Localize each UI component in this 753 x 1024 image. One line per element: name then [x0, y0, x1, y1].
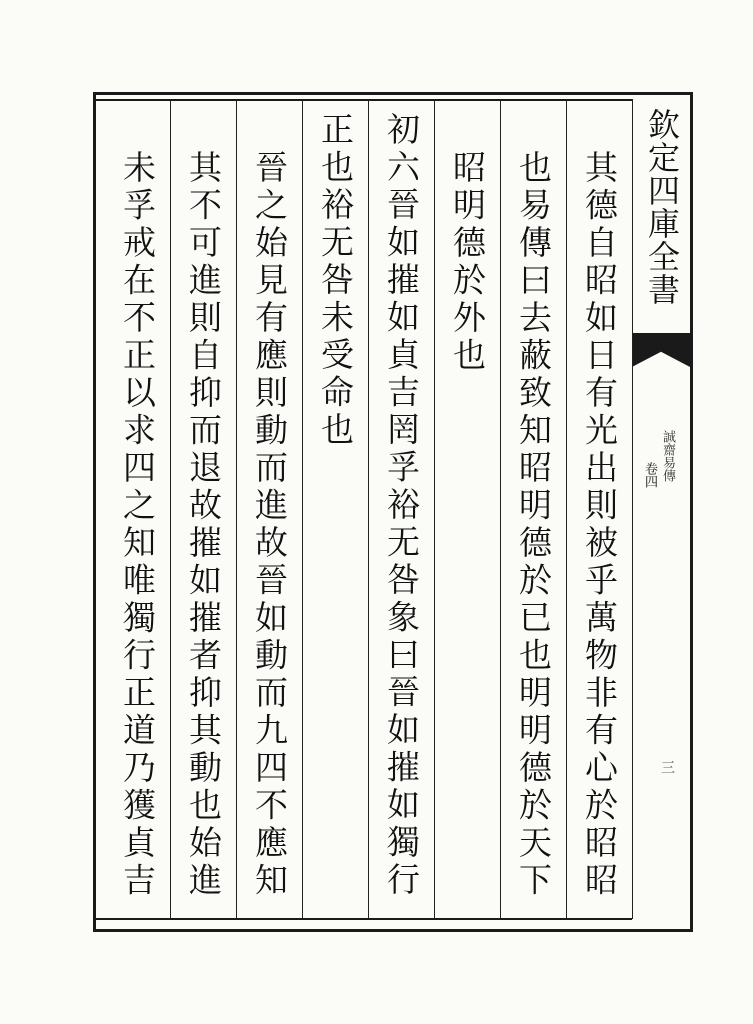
column-rule — [170, 99, 171, 919]
text-column-5: 正也裕无咎未受命也 — [316, 112, 355, 450]
bottom-rule — [96, 918, 632, 920]
column-rule — [236, 99, 237, 919]
margin-page-number: 三 — [659, 760, 675, 774]
text-column-8: 未孚戒在不正以求四之知唯獨行正道乃獲貞吉 — [118, 150, 157, 900]
text-column-6: 晉之始見有應則動而進故晉如動而九四不應知 — [250, 150, 289, 900]
column-rule — [302, 99, 303, 919]
column-rule — [434, 99, 435, 919]
text-column-3: 昭明德於外也 — [448, 150, 487, 375]
text-column-7: 其不可進則自抑而退故摧如摧者抑其動也始進 — [184, 150, 223, 900]
top-rule — [96, 99, 632, 101]
margin-volume: 卷四 — [642, 462, 657, 488]
text-column-1: 其德自昭如日有光出則被乎萬物非有心於昭昭 — [580, 150, 619, 900]
margin-title: 欽定四庫全書 — [643, 108, 681, 306]
margin-book-title: 誠齋易傳 — [660, 430, 675, 482]
column-rule — [566, 99, 567, 919]
text-column-2: 也易傳曰去蔽致知昭明德於已也明明德於天下 — [514, 150, 553, 900]
column-rule — [632, 99, 633, 919]
text-column-4: 初六晉如摧如貞吉罔孚裕无咎象曰晉如摧如獨行 — [382, 112, 421, 900]
column-rule — [368, 99, 369, 919]
column-rule — [500, 99, 501, 919]
